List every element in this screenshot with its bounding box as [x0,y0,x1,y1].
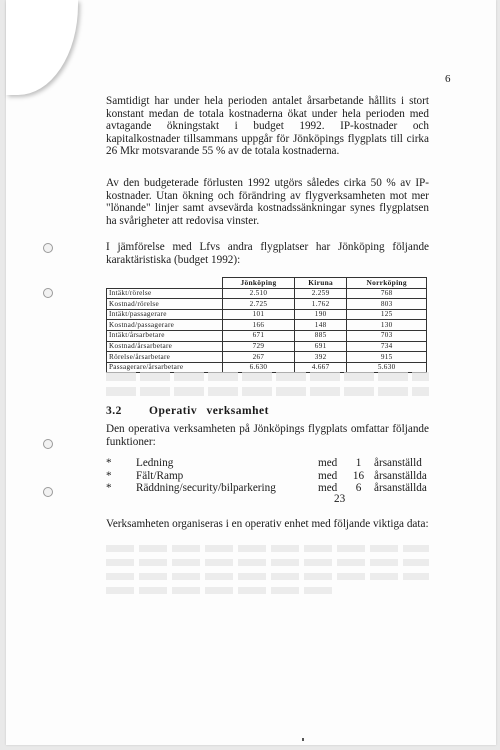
table-cell: 101 [223,309,295,320]
section-number: 3.2 [106,405,122,417]
table-cell: 2.259 [294,288,346,299]
bullet: * [106,469,112,482]
function-name: Fält/Ramp [136,469,184,482]
function-count: 1 [355,457,362,469]
functions-total: 23 [334,493,346,505]
column-header: Kiruna [294,278,346,289]
function-unit: årsanställda [374,482,427,495]
bullet: * [106,457,112,469]
function-name: Ledning [136,457,174,469]
function-name: Räddning/security/bilparkering [136,482,276,495]
column-header: Norrköping [347,278,427,289]
function-med: med [318,482,338,495]
row-label: Kostnad/rörelse [107,299,223,310]
section-title: Operativ verksamhet [149,405,269,417]
table-cell: 671 [223,330,295,341]
row-label: Rörelse/årsarbetare [107,352,223,363]
table-cell: 6.630 [223,362,295,373]
row-label: Intäkt/rörelse [107,288,223,299]
punch-hole-icon [43,439,53,449]
table-cell: 190 [294,309,346,320]
paragraph-organisation: Verksamheten organiseras i en operativ enhet med följande viktiga data: [106,518,429,530]
table-row [107,299,427,310]
row-label: Kostnad/passagerare [107,320,223,331]
punch-hole-icon [43,487,53,497]
punch-hole-icon [43,243,53,253]
function-count: 16 [352,469,365,482]
table-cell: 1.762 [294,299,346,310]
table-cell: 768 [347,288,427,299]
table-cell: 729 [223,341,295,352]
table-cell: 267 [223,352,295,363]
table-row [107,341,427,352]
table-cell: 130 [347,320,427,331]
table-header-row [107,278,427,289]
table-cell: 915 [347,352,427,363]
function-unit: årsanställda [374,469,427,482]
table-corner-cell [107,278,223,289]
list-item [106,457,446,470]
table-cell: 125 [347,309,427,320]
row-label: Intäkt/årsarbetare [107,330,223,341]
paragraph-comparison: I jämförelse med Lfvs andra flygplatser har Jönköping följande karaktäristiska (budget 1992): [106,241,429,266]
table-cell: 4.667 [294,362,346,373]
section-heading [106,405,269,417]
table-cell: 148 [294,320,346,331]
paragraph-operations: Den operativa verksamheten på Jönköpings flygplats omfattar följande funktioner: [106,423,429,448]
list-item [106,482,446,495]
function-med: med [318,469,338,482]
list-item [106,470,446,483]
comparison-table [106,277,427,373]
row-label: Kostnad/årsarbetare [107,341,223,352]
folded-page-corner [6,0,78,95]
table-cell: 5.630 [347,362,427,373]
page-mark [302,738,304,741]
table-cell: 2.725 [223,299,295,310]
document-page [6,0,496,745]
column-header: Jönköping [223,278,295,289]
table-cell: 885 [294,330,346,341]
table-cell: 734 [347,341,427,352]
page-number: 6 [445,73,451,85]
table-cell: 703 [347,330,427,341]
table-row [107,288,427,299]
function-count: 6 [355,482,362,495]
paragraph-loss: Av den budgeterade förlusten 1992 utgörs således cirka 50 % av IP-kostnader. Utan ökning och förändring av flygverksamheten mot mer "lönande" linjer samt avsevärda kostnadssänkningar synes flygplatsen ha svårigheter att redovisa vinster. [106,177,429,227]
show-through-text [106,372,429,400]
table-row [107,330,427,341]
table-cell: 166 [223,320,295,331]
table-row [107,309,427,320]
table-cell: 691 [294,341,346,352]
row-label: Intäkt/passagerare [107,309,223,320]
table-cell: 392 [294,352,346,363]
row-label: Passagerare/årsarbetare [107,362,223,373]
function-unit: årsanställd [374,457,422,469]
paragraph-costs: Samtidigt har under hela perioden antalet årsarbetande hållits i stort konstant medan de totala kostnaderna ökat under hela perioden med avtagande ökningstakt i budget 1992. IP-kostnader och kapitalkostnader tillsammans uppgår för Jönköpings flygplats till cirka 26 Mkr motsvarande 55 % av de totala kostnaderna. [106,95,429,158]
bullet: * [106,482,112,495]
show-through-text [106,545,429,600]
function-med: med [318,457,338,469]
functions-list [106,457,446,495]
punch-hole-icon [43,288,53,298]
table-cell: 803 [347,299,427,310]
table-row [107,320,427,331]
table-row [107,352,427,363]
table-cell: 2.510 [223,288,295,299]
